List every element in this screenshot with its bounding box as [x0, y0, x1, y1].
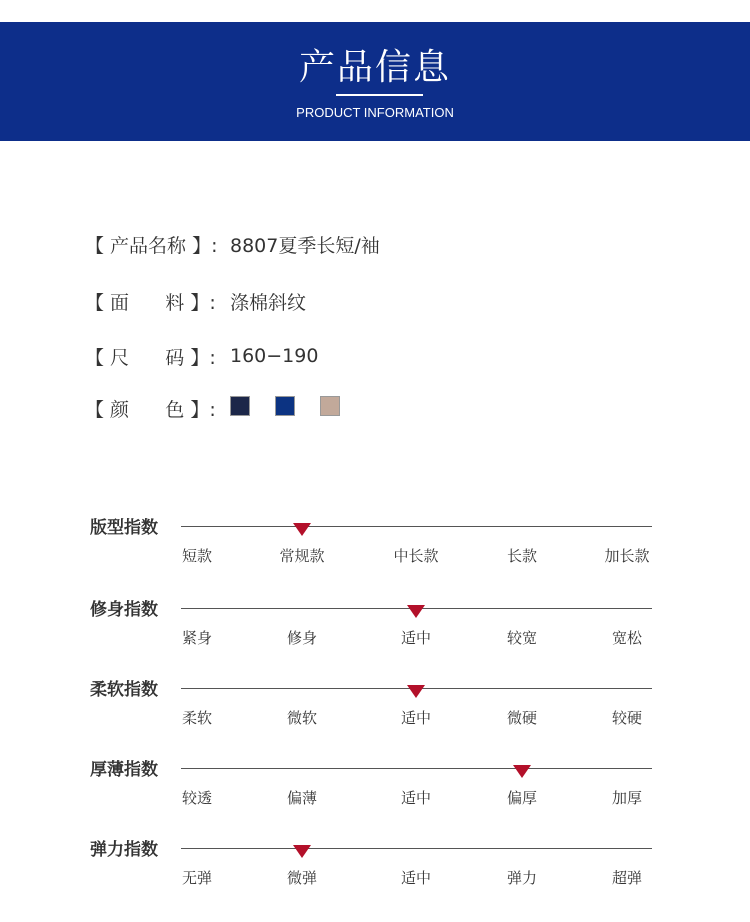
banner-subtitle: PRODUCT INFORMATION — [296, 105, 454, 120]
index-scale-line — [181, 526, 652, 527]
index-option: 无弹 — [181, 869, 212, 887]
index-title: 修身指数 — [90, 600, 158, 620]
index-option: 微软 — [286, 709, 317, 727]
index-marker-icon — [407, 605, 425, 618]
index-option: 宽松 — [611, 629, 642, 647]
index-option: 超弹 — [611, 869, 642, 887]
index-option: 紧身 — [181, 629, 212, 647]
index-marker-icon — [293, 523, 311, 536]
fabric-value: 涤棉斜纹 — [230, 291, 307, 314]
color-swatch[interactable] — [230, 396, 250, 416]
index-option: 短款 — [181, 547, 212, 565]
size-label: 【 尺 码 】: — [85, 346, 216, 369]
color-swatch[interactable] — [275, 396, 295, 416]
index-option: 常规款 — [279, 547, 325, 565]
product-name-label: 【 产品名称 】: — [85, 234, 218, 257]
banner-title: 产品信息 — [298, 47, 451, 88]
index-title: 柔软指数 — [90, 680, 158, 700]
size-row — [85, 341, 318, 371]
index-marker-icon — [407, 685, 425, 698]
index-option: 微弹 — [286, 869, 317, 887]
index-option: 偏厚 — [506, 789, 537, 807]
index-option: 适中 — [400, 709, 431, 727]
color-swatch[interactable] — [320, 396, 340, 416]
product-name-value: 8807夏季长短/袖 — [230, 234, 380, 257]
color-row — [85, 393, 365, 423]
index-option: 修身 — [286, 629, 317, 647]
index-scale-line — [181, 768, 652, 769]
index-option: 微硬 — [506, 709, 537, 727]
header-banner — [0, 22, 750, 141]
index-option: 柔软 — [181, 709, 212, 727]
index-option: 弹力 — [506, 869, 537, 887]
fabric-label: 【 面 料 】: — [85, 291, 216, 314]
product-name-row — [85, 229, 380, 259]
index-scale-line — [181, 848, 652, 849]
index-title: 厚薄指数 — [90, 760, 158, 780]
index-marker-icon — [513, 765, 531, 778]
index-option: 偏薄 — [286, 789, 317, 807]
index-option: 适中 — [400, 869, 431, 887]
index-title: 版型指数 — [90, 518, 158, 538]
index-option: 较透 — [181, 789, 212, 807]
index-option: 长款 — [506, 547, 537, 565]
index-option: 中长款 — [393, 547, 439, 565]
index-option: 适中 — [400, 789, 431, 807]
index-option: 加厚 — [611, 789, 642, 807]
color-swatches — [230, 396, 365, 421]
index-marker-icon — [293, 845, 311, 858]
index-option: 较宽 — [506, 629, 537, 647]
index-option: 较硬 — [611, 709, 642, 727]
fabric-row — [85, 286, 306, 316]
index-title: 弹力指数 — [90, 840, 158, 860]
color-label: 【 颜 色 】: — [85, 398, 216, 421]
index-option: 适中 — [400, 629, 431, 647]
banner-divider — [336, 94, 423, 96]
size-value: 160−190 — [230, 345, 319, 367]
index-option: 加长款 — [604, 547, 650, 565]
